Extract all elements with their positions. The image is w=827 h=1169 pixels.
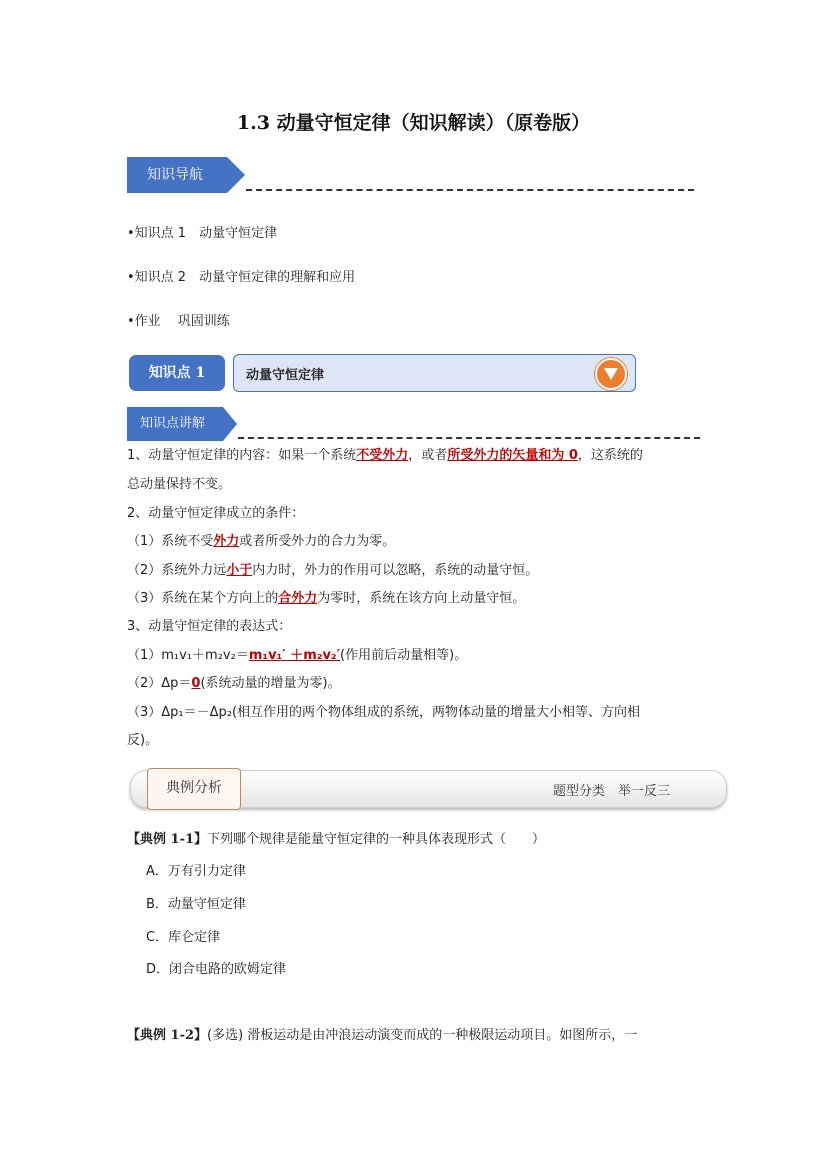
content-line: 3、动量守恒定律的表达式： — [127, 619, 292, 634]
divider — [246, 189, 694, 191]
nav-ribbon: 知识导航 — [127, 157, 227, 193]
divider — [238, 437, 700, 439]
knowledge-point-title: 动量守恒定律 — [246, 368, 325, 383]
content-line: 2、动量守恒定律成立的条件： — [127, 506, 305, 521]
expand-arrow-icon[interactable] — [595, 358, 627, 390]
highlight-text: 合外力 — [278, 591, 318, 606]
option-c[interactable]: C．库仑定律 — [146, 930, 221, 945]
nav-item-2[interactable]: •知识点 2 动量守恒定律的理解和应用 — [127, 270, 356, 285]
content-line: （3）系统在某个方向上的合外力为零时，系统在该方向上动量守恒。 — [127, 591, 526, 606]
content-line: （1）m₁v₁＋m₂v₂＝m₁v₁′ ＋m₂v₂′(作用前后动量相等)。 — [127, 648, 468, 663]
knowledge-point-bar[interactable] — [233, 354, 636, 392]
example-question: 【典例 1-1】下列哪个规律是能量守恒定律的一种具体表现形式（ ） — [127, 832, 546, 847]
option-b[interactable]: B．动量守恒定律 — [146, 897, 246, 912]
content-line: （2）系统外力远小于内力时，外力的作用可以忽略，系统的动量守恒。 — [127, 563, 539, 578]
option-a[interactable]: A．万有引力定律 — [146, 864, 246, 879]
examples-banner-subtitle: 题型分类 举一反三 — [553, 784, 671, 799]
highlight-text: 不受外力 — [356, 448, 409, 463]
nav-item-1[interactable]: •知识点 1 动量守恒定律 — [127, 226, 278, 241]
page-title: 1.3 动量守恒定律（知识解读）（原卷版） — [236, 112, 591, 134]
knowledge-point-tag: 知识点 1 — [129, 355, 225, 391]
nav-item-3[interactable]: •作业 巩固训练 — [127, 314, 230, 329]
highlight-text: 所受外力的矢量和为 0 — [447, 448, 578, 463]
highlight-text: m₁v₁′ ＋m₂v₂′ — [248, 648, 341, 663]
highlight-text: 0 — [191, 676, 201, 691]
highlight-text: 外力 — [213, 534, 240, 549]
content-line: 1、动量守恒定律的内容：如果一个系统不受外力，或者所受外力的矢量和为 0，这系统的 — [127, 448, 643, 463]
content-line: （2）Δp＝0(系统动量的增量为零)。 — [127, 676, 341, 691]
content-line: （3）Δp₁＝－Δp₂(相互作用的两个物体组成的系统，两物体动量的增量大小相等、方向相 — [127, 705, 641, 720]
content-line: 总动量保持不变。 — [127, 477, 232, 492]
content-line: 反)。 — [127, 733, 159, 748]
examples-banner-tab: 典例分析 — [147, 768, 241, 810]
example-question: 【典例 1-2】(多选) 滑板运动是由冲浪运动演变而成的一种极限运动项目。如图所示，一 — [127, 1028, 638, 1043]
explain-ribbon: 知识点讲解 — [127, 407, 223, 441]
content-line: （1）系统不受外力或者所受外力的合力为零。 — [127, 534, 396, 549]
option-d[interactable]: D．闭合电路的欧姆定律 — [146, 962, 287, 977]
highlight-text: 小于 — [226, 563, 253, 578]
